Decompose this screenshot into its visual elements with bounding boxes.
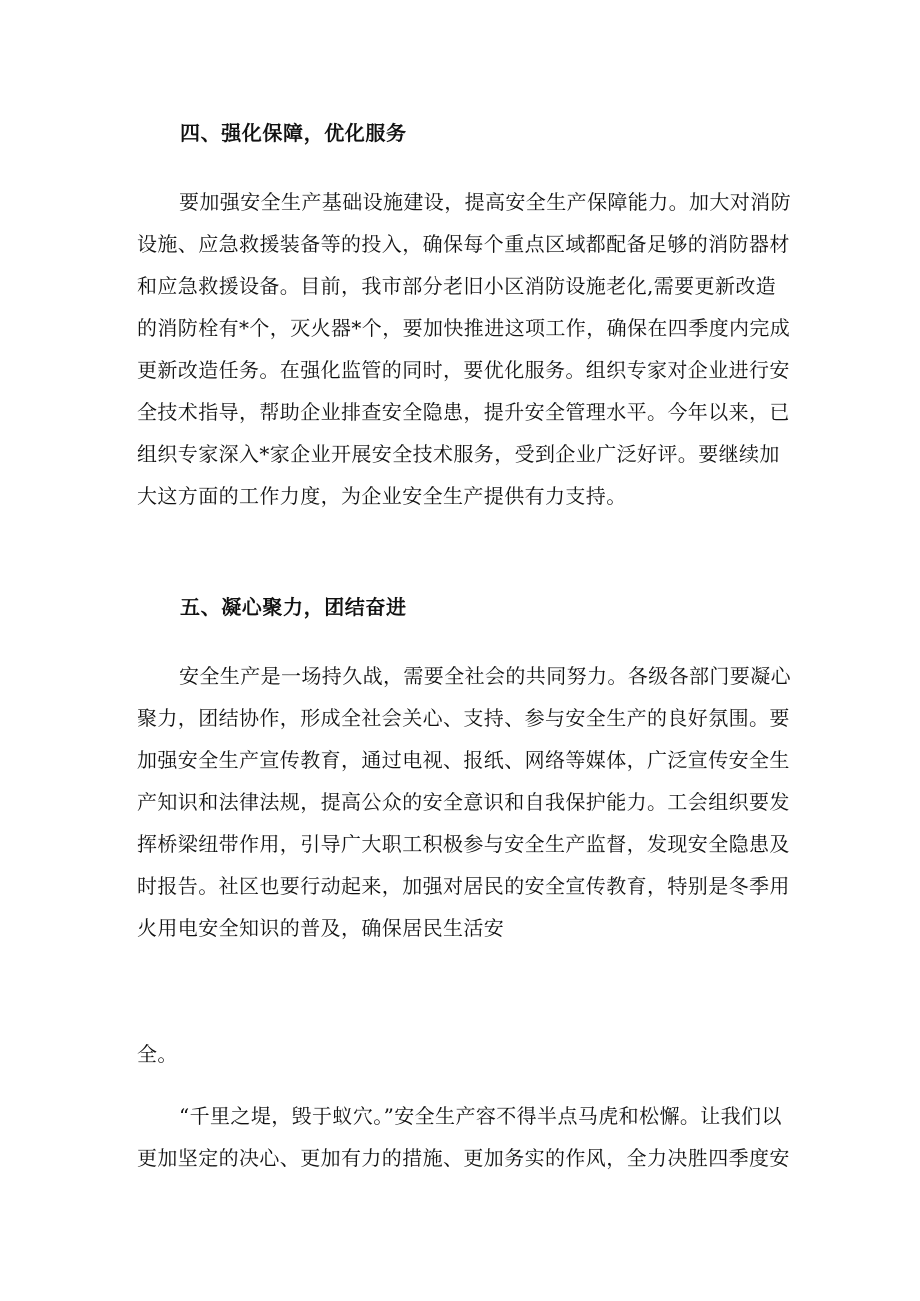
section-heading-5: 五、凝心聚力，团结奋进 bbox=[180, 595, 407, 619]
paragraph-6: “千里之堤，毁于蚁穴。”安全生产容不得半点马虎和松懈。让我们以更加坚定的决心、更加有力的措施、更加务实的作风，全力决胜四季度安 bbox=[137, 1104, 790, 1170]
paragraph-5: 安全生产是一场持久战，需要全社会的共同努力。各级各部门要凝心聚力，团结协作，形成全社会关心、支持、参与安全生产的良好氛围。要加强安全生产宣传教育，通过电视、报纸、网络等媒体，广泛宣传安全生产知识和法律法规，提高公众的安全意识和自我保护能力。工会组织要发挥桥梁纽带作用，引导广大职工积极参与安全生产监督，发现安全隐患及时报告。社区也要行动起来，加强对居民的安全宣传教育，特别是冬季用火用电安全知识的普及，确保居民生活安 bbox=[137, 664, 791, 940]
paragraph-4: 要加强安全生产基础设施建设，提高安全生产保障能力。加大对消防设施、应急救援装备等的投入，确保每个重点区域都配备足够的消防器材和应急救援设备。目前，我市部分老旧小区消防设施老化,需要更新改造的消防栓有*个，灭火器*个，要加快推进这项工作，确保在四季度内完成更新改造任务。在强化监管的同时，要优化服务。组织专家对企业进行安全技术指导，帮助企业排查安全隐患，提升安全管理水平。今年以来，已组织专家深入*家企业开展安全技术服务，受到企业广泛好评。要继续加大这方面的工作力度，为企业安全生产提供有力支持。 bbox=[137, 190, 791, 508]
section-heading-4: 四、强化保障，优化服务 bbox=[180, 121, 407, 145]
paragraph-5-tail: 全。 bbox=[137, 1042, 178, 1066]
